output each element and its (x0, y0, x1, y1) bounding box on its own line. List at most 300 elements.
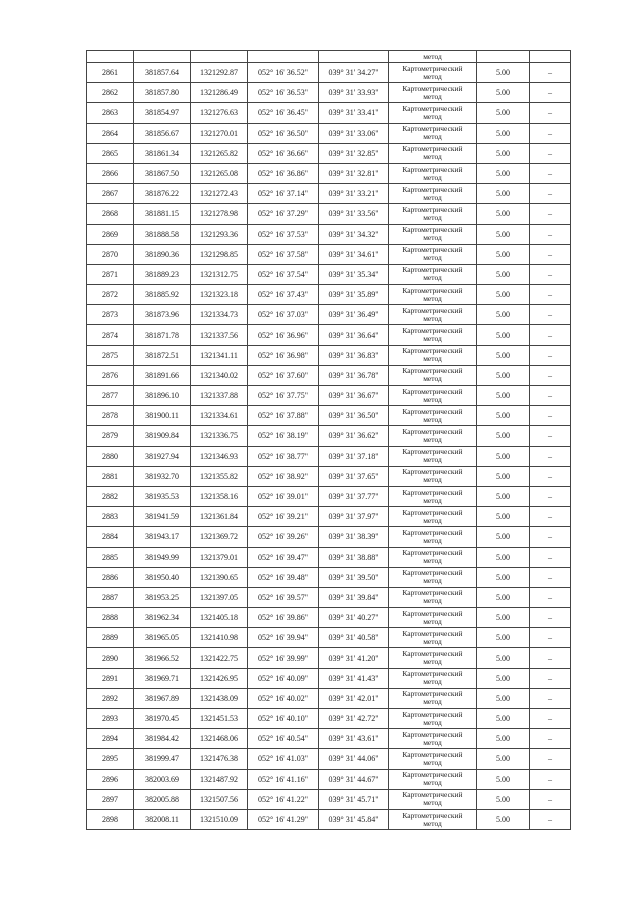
longitude-cell: 039° 31' 44.67" (319, 769, 389, 789)
method-line-2: метод (423, 132, 442, 142)
table-row (87, 83, 571, 103)
method-cell (389, 507, 477, 527)
method-line-2: метод (423, 495, 442, 505)
method-line-1: Картометрический (402, 144, 463, 154)
method-line-1: Картометрический (402, 326, 463, 336)
table-row (87, 63, 571, 83)
latitude-cell: 052° 16' 38.92" (248, 466, 319, 486)
method-line-1: Картометрический (402, 770, 463, 780)
table-row (87, 769, 571, 789)
method-cell (389, 587, 477, 607)
method-cell (389, 224, 477, 244)
x-coordinate-cell: 381949.99 (134, 547, 191, 567)
method-cell (389, 789, 477, 809)
x-coordinate-cell: 381935.53 (134, 486, 191, 506)
table-row (87, 224, 571, 244)
y-coordinate-cell: 1321379.01 (191, 547, 248, 567)
accuracy-cell: 5.00 (477, 709, 530, 729)
x-coordinate-cell: 381999.47 (134, 749, 191, 769)
method-line-2: метод (423, 576, 442, 586)
longitude-cell: 039° 31' 33.93" (319, 83, 389, 103)
longitude-cell: 039° 31' 37.18" (319, 446, 389, 466)
x-coordinate-cell: 381941.59 (134, 507, 191, 527)
method-cell (389, 406, 477, 426)
y-coordinate-cell: 1321265.08 (191, 163, 248, 183)
point-number-cell: 2896 (87, 769, 134, 789)
method-cell (389, 244, 477, 264)
method-line-1: Картометрический (402, 305, 463, 315)
x-coordinate-cell: 381969.71 (134, 668, 191, 688)
table-row (87, 486, 571, 506)
method-line-2: метод (423, 192, 442, 202)
accuracy-cell: 5.00 (477, 729, 530, 749)
method-line-1: Картометрический (402, 245, 463, 255)
y-coordinate-cell: 1321390.65 (191, 567, 248, 587)
method-line-2: метод (423, 414, 442, 424)
table-row (87, 103, 571, 123)
accuracy-cell: 5.00 (477, 285, 530, 305)
accuracy-cell: 5.00 (477, 547, 530, 567)
method-cell (389, 567, 477, 587)
method-cell (389, 365, 477, 385)
latitude-cell: 052° 16' 39.86" (248, 608, 319, 628)
x-coordinate-cell: 382005.88 (134, 789, 191, 809)
y-coordinate-cell: 1321272.43 (191, 184, 248, 204)
longitude-cell: 039° 31' 35.34" (319, 264, 389, 284)
table-row (87, 809, 571, 829)
point-number-cell: 2881 (87, 466, 134, 486)
note-cell: – (530, 466, 571, 486)
x-coordinate-cell: 381900.11 (134, 406, 191, 426)
accuracy-cell: 5.00 (477, 466, 530, 486)
method-line-1: Картометрический (402, 103, 463, 113)
y-coordinate-cell: 1321278.98 (191, 204, 248, 224)
table-row (87, 365, 571, 385)
longitude-cell: 039° 31' 39.50" (319, 567, 389, 587)
table-row (87, 789, 571, 809)
accuracy-cell: 5.00 (477, 507, 530, 527)
method-cell (389, 608, 477, 628)
note-cell: – (530, 143, 571, 163)
latitude-cell: 052° 16' 36.53" (248, 83, 319, 103)
method-cell (389, 809, 477, 829)
longitude-cell: 039° 31' 36.78" (319, 365, 389, 385)
y-coordinate-cell: 1321337.56 (191, 325, 248, 345)
y-coordinate-cell: 1321298.85 (191, 244, 248, 264)
y-coordinate-cell: 1321336.75 (191, 426, 248, 446)
note-cell: – (530, 709, 571, 729)
method-line-1: Картометрический (402, 669, 463, 679)
longitude-cell: 039° 31' 34.27" (319, 63, 389, 83)
latitude-cell: 052° 16' 36.86" (248, 163, 319, 183)
accuracy-cell: 5.00 (477, 486, 530, 506)
y-coordinate-cell: 1321487.92 (191, 769, 248, 789)
longitude-cell: 039° 31' 34.32" (319, 224, 389, 244)
latitude-cell: 052° 16' 41.03" (248, 749, 319, 769)
x-coordinate-cell: 381984.42 (134, 729, 191, 749)
latitude-cell: 052° 16' 37.43" (248, 285, 319, 305)
latitude-cell: 052° 16' 39.94" (248, 628, 319, 648)
point-number-cell: 2867 (87, 184, 134, 204)
method-line-1: Картометрический (402, 63, 463, 73)
accuracy-cell: 5.00 (477, 567, 530, 587)
table-row (87, 406, 571, 426)
longitude-cell: 039° 31' 43.61" (319, 729, 389, 749)
table-row (87, 184, 571, 204)
point-number-cell: 2887 (87, 587, 134, 607)
note-cell: – (530, 729, 571, 749)
accuracy-cell: 5.00 (477, 668, 530, 688)
note-cell: – (530, 285, 571, 305)
longitude-cell: 039° 31' 40.27" (319, 608, 389, 628)
table-row (87, 426, 571, 446)
longitude-cell: 039° 31' 33.06" (319, 123, 389, 143)
point-number-cell: 2880 (87, 446, 134, 466)
x-coordinate-cell: 381885.92 (134, 285, 191, 305)
note-cell: – (530, 426, 571, 446)
method-line-2: метод (423, 757, 442, 767)
table-row (87, 143, 571, 163)
method-line-2: метод (423, 172, 442, 182)
latitude-cell: 052° 16' 39.57" (248, 587, 319, 607)
method-cell (389, 123, 477, 143)
cell (87, 51, 134, 63)
accuracy-cell: 5.00 (477, 63, 530, 83)
method-cell (389, 547, 477, 567)
method-cell (389, 688, 477, 708)
x-coordinate-cell: 381857.64 (134, 63, 191, 83)
note-cell: – (530, 648, 571, 668)
accuracy-cell: 5.00 (477, 345, 530, 365)
x-coordinate-cell: 381966.52 (134, 648, 191, 668)
table-row (87, 446, 571, 466)
x-coordinate-cell: 381861.34 (134, 143, 191, 163)
table-row (87, 466, 571, 486)
x-coordinate-cell: 381909.84 (134, 426, 191, 446)
y-coordinate-cell: 1321346.93 (191, 446, 248, 466)
method-cell (389, 668, 477, 688)
accuracy-cell: 5.00 (477, 648, 530, 668)
point-number-cell: 2865 (87, 143, 134, 163)
method-line-1: Картометрический (402, 204, 463, 214)
x-coordinate-cell: 381962.34 (134, 608, 191, 628)
y-coordinate-cell: 1321426.95 (191, 668, 248, 688)
x-coordinate-cell: 381970.45 (134, 709, 191, 729)
accuracy-cell: 5.00 (477, 224, 530, 244)
y-coordinate-cell: 1321410.98 (191, 628, 248, 648)
point-number-cell: 2871 (87, 264, 134, 284)
y-coordinate-cell: 1321397.05 (191, 587, 248, 607)
longitude-cell: 039° 31' 40.58" (319, 628, 389, 648)
longitude-cell: 039° 31' 32.85" (319, 143, 389, 163)
longitude-cell: 039° 31' 36.62" (319, 426, 389, 446)
method-line-2: метод (423, 535, 442, 545)
accuracy-cell: 5.00 (477, 184, 530, 204)
accuracy-cell: 5.00 (477, 365, 530, 385)
method-cell (389, 325, 477, 345)
table-row (87, 749, 571, 769)
table-row (87, 204, 571, 224)
note-cell: – (530, 567, 571, 587)
note-cell: – (530, 608, 571, 628)
method-line-2: метод (423, 657, 442, 667)
longitude-cell: 039° 31' 41.20" (319, 648, 389, 668)
method-line-2: метод (423, 596, 442, 606)
y-coordinate-cell: 1321312.75 (191, 264, 248, 284)
coordinates-table (86, 50, 571, 830)
x-coordinate-cell: 381927.94 (134, 446, 191, 466)
x-coordinate-cell: 381871.78 (134, 325, 191, 345)
latitude-cell: 052° 16' 39.01" (248, 486, 319, 506)
latitude-cell: 052° 16' 36.50" (248, 123, 319, 143)
method-cell (389, 648, 477, 668)
accuracy-cell: 5.00 (477, 386, 530, 406)
method-line-1: Картометрический (402, 406, 463, 416)
longitude-cell: 039° 31' 34.61" (319, 244, 389, 264)
method-line-1: Картометрический (402, 184, 463, 194)
note-cell: – (530, 365, 571, 385)
point-number-cell: 2891 (87, 668, 134, 688)
y-coordinate-cell: 1321361.84 (191, 507, 248, 527)
note-cell: – (530, 628, 571, 648)
method-line-2: метод (423, 394, 442, 404)
longitude-cell: 039° 31' 38.88" (319, 547, 389, 567)
point-number-cell: 2897 (87, 789, 134, 809)
method-line-1: Картометрический (402, 649, 463, 659)
x-coordinate-cell: 381932.70 (134, 466, 191, 486)
table-row (87, 123, 571, 143)
longitude-cell: 039° 31' 45.84" (319, 809, 389, 829)
method-line-2: метод (423, 778, 442, 788)
table-row (87, 668, 571, 688)
latitude-cell: 052° 16' 36.66" (248, 143, 319, 163)
method-line-2: метод (423, 798, 442, 808)
note-cell: – (530, 749, 571, 769)
method-cell (389, 527, 477, 547)
method-cell (389, 426, 477, 446)
x-coordinate-cell: 381953.25 (134, 587, 191, 607)
table-row (87, 386, 571, 406)
method-line-1: Картометрический (402, 709, 463, 719)
y-coordinate-cell: 1321405.18 (191, 608, 248, 628)
accuracy-cell: 5.00 (477, 163, 530, 183)
latitude-cell: 052° 16' 41.16" (248, 769, 319, 789)
y-coordinate-cell: 1321276.63 (191, 103, 248, 123)
note-cell: – (530, 486, 571, 506)
method-line-1: Картометрический (402, 426, 463, 436)
method-line-2: метод (423, 475, 442, 485)
method-line-2: метод (423, 313, 442, 323)
note-cell: – (530, 264, 571, 284)
method-cell: метод (389, 51, 477, 63)
point-number-cell: 2863 (87, 103, 134, 123)
point-number-cell: 2875 (87, 345, 134, 365)
table-row (87, 244, 571, 264)
method-line-1: Картометрический (402, 689, 463, 699)
y-coordinate-cell: 1321265.82 (191, 143, 248, 163)
method-line-2: метод (423, 818, 442, 828)
table-row (87, 305, 571, 325)
accuracy-cell: 5.00 (477, 688, 530, 708)
method-line-1: Картометрический (402, 447, 463, 457)
latitude-cell: 052° 16' 38.77" (248, 446, 319, 466)
latitude-cell: 052° 16' 37.58" (248, 244, 319, 264)
method-cell (389, 103, 477, 123)
note-cell: – (530, 244, 571, 264)
table-row (87, 628, 571, 648)
table-row (87, 608, 571, 628)
note-cell: – (530, 547, 571, 567)
longitude-cell: 039° 31' 36.50" (319, 406, 389, 426)
method-line-2: метод (423, 293, 442, 303)
method-line-2: метод (423, 273, 442, 283)
point-number-cell: 2861 (87, 63, 134, 83)
method-cell (389, 163, 477, 183)
y-coordinate-cell: 1321334.61 (191, 406, 248, 426)
y-coordinate-cell: 1321422.75 (191, 648, 248, 668)
x-coordinate-cell: 381873.96 (134, 305, 191, 325)
x-coordinate-cell: 381857.80 (134, 83, 191, 103)
latitude-cell: 052° 16' 36.96" (248, 325, 319, 345)
table-row (87, 507, 571, 527)
point-number-cell: 2890 (87, 648, 134, 668)
method-line-1: Картометрический (402, 164, 463, 174)
note-cell: – (530, 224, 571, 244)
point-number-cell: 2895 (87, 749, 134, 769)
note-cell: – (530, 83, 571, 103)
note-cell: – (530, 123, 571, 143)
point-number-cell: 2873 (87, 305, 134, 325)
latitude-cell: 052° 16' 37.14" (248, 184, 319, 204)
latitude-cell: 052° 16' 38.19" (248, 426, 319, 446)
x-coordinate-cell: 381854.97 (134, 103, 191, 123)
x-coordinate-cell: 381888.58 (134, 224, 191, 244)
accuracy-cell: 5.00 (477, 204, 530, 224)
method-line-1: Картометрический (402, 588, 463, 598)
longitude-cell: 039° 31' 36.83" (319, 345, 389, 365)
method-cell (389, 466, 477, 486)
table-row (87, 264, 571, 284)
point-number-cell: 2878 (87, 406, 134, 426)
latitude-cell: 052° 16' 37.29" (248, 204, 319, 224)
note-cell: – (530, 163, 571, 183)
longitude-cell: 039° 31' 32.81" (319, 163, 389, 183)
point-number-cell: 2876 (87, 365, 134, 385)
method-cell (389, 446, 477, 466)
table-row (87, 567, 571, 587)
x-coordinate-cell: 381943.17 (134, 527, 191, 547)
latitude-cell: 052° 16' 36.52" (248, 63, 319, 83)
latitude-cell: 052° 16' 39.26" (248, 527, 319, 547)
method-line-2: метод (423, 152, 442, 162)
note-cell: – (530, 789, 571, 809)
x-coordinate-cell: 381965.05 (134, 628, 191, 648)
table-row (87, 325, 571, 345)
accuracy-cell: 5.00 (477, 244, 530, 264)
table-row (87, 729, 571, 749)
table-row (87, 527, 571, 547)
y-coordinate-cell: 1321451.53 (191, 709, 248, 729)
point-number-cell: 2874 (87, 325, 134, 345)
method-cell (389, 386, 477, 406)
method-line-2: метод (423, 71, 442, 81)
method-line-1: Картометрический (402, 729, 463, 739)
method-line-1: Картометрический (402, 608, 463, 618)
point-number-cell: 2870 (87, 244, 134, 264)
longitude-cell: 039° 31' 37.77" (319, 486, 389, 506)
longitude-cell: 039° 31' 39.84" (319, 587, 389, 607)
y-coordinate-cell: 1321438.09 (191, 688, 248, 708)
table-row (87, 285, 571, 305)
latitude-cell: 052° 16' 37.03" (248, 305, 319, 325)
method-line-1: Картометрический (402, 507, 463, 517)
accuracy-cell: 5.00 (477, 789, 530, 809)
method-cell (389, 204, 477, 224)
note-cell: – (530, 63, 571, 83)
method-line-2: метод (423, 455, 442, 465)
longitude-cell: 039° 31' 42.01" (319, 688, 389, 708)
x-coordinate-cell: 381890.36 (134, 244, 191, 264)
longitude-cell: 039° 31' 37.65" (319, 466, 389, 486)
table-row (87, 688, 571, 708)
table-row (87, 547, 571, 567)
accuracy-cell: 5.00 (477, 446, 530, 466)
method-cell (389, 264, 477, 284)
longitude-cell: 039° 31' 35.89" (319, 285, 389, 305)
latitude-cell: 052° 16' 36.45" (248, 103, 319, 123)
note-cell: – (530, 769, 571, 789)
method-line-2: метод (423, 515, 442, 525)
latitude-cell: 052° 16' 37.60" (248, 365, 319, 385)
accuracy-cell: 5.00 (477, 83, 530, 103)
y-coordinate-cell: 1321507.56 (191, 789, 248, 809)
latitude-cell: 052° 16' 40.02" (248, 688, 319, 708)
cell (319, 51, 389, 63)
longitude-cell: 039° 31' 37.97" (319, 507, 389, 527)
method-cell (389, 709, 477, 729)
accuracy-cell: 5.00 (477, 123, 530, 143)
method-line-1: Картометрический (402, 386, 463, 396)
x-coordinate-cell: 382003.69 (134, 769, 191, 789)
document-page (86, 50, 570, 830)
note-cell: – (530, 325, 571, 345)
latitude-cell: 052° 16' 40.10" (248, 709, 319, 729)
y-coordinate-cell: 1321341.11 (191, 345, 248, 365)
accuracy-cell: 5.00 (477, 608, 530, 628)
latitude-cell: 052° 16' 39.21" (248, 507, 319, 527)
point-number-cell: 2886 (87, 567, 134, 587)
table-row (87, 709, 571, 729)
method-line-1: Картометрический (402, 124, 463, 134)
point-number-cell: 2888 (87, 608, 134, 628)
x-coordinate-cell: 381881.15 (134, 204, 191, 224)
y-coordinate-cell: 1321334.73 (191, 305, 248, 325)
table-row (87, 587, 571, 607)
method-line-2: метод (423, 374, 442, 384)
cell (134, 51, 191, 63)
method-line-2: метод (423, 737, 442, 747)
point-number-cell: 2898 (87, 809, 134, 829)
longitude-cell: 039° 31' 33.56" (319, 204, 389, 224)
y-coordinate-cell: 1321468.06 (191, 729, 248, 749)
longitude-cell: 039° 31' 33.41" (319, 103, 389, 123)
x-coordinate-cell: 381950.40 (134, 567, 191, 587)
continued-row (87, 51, 571, 63)
y-coordinate-cell: 1321292.87 (191, 63, 248, 83)
method-cell (389, 729, 477, 749)
method-line-1: Картометрический (402, 366, 463, 376)
point-number-cell: 2885 (87, 547, 134, 567)
